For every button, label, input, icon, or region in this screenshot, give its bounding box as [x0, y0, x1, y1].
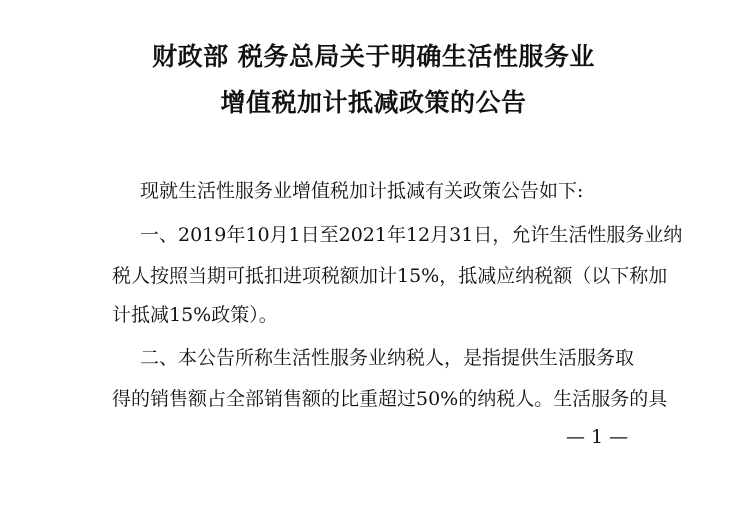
paragraph-1-line-2: 税人按照当期可抵扣进项税额加计15%，抵减应纳税额（以下称加	[112, 265, 668, 287]
document-title-line-1: 财政部 税务总局关于明确生活性服务业	[152, 42, 595, 71]
page-number: — 1 —	[566, 426, 629, 448]
paragraph-2-line-2: 得的销售额占全部销售额的比重超过50%的纳税人。生活服务的具	[112, 388, 668, 410]
paragraph-1-line-3: 计抵减15%政策）。	[112, 304, 278, 326]
document-title-line-2: 增值税加计抵减政策的公告	[220, 88, 527, 117]
paragraph-2-line-1: 二、本公告所称生活性服务业纳税人，是指提供生活服务取	[140, 347, 635, 369]
paragraph-1-line-1: 一、2019年10月1日至2021年12月31日，允许生活性服务业纳	[140, 224, 683, 246]
paragraph-intro-line: 现就生活性服务业增值税加计抵减有关政策公告如下:	[140, 180, 584, 202]
